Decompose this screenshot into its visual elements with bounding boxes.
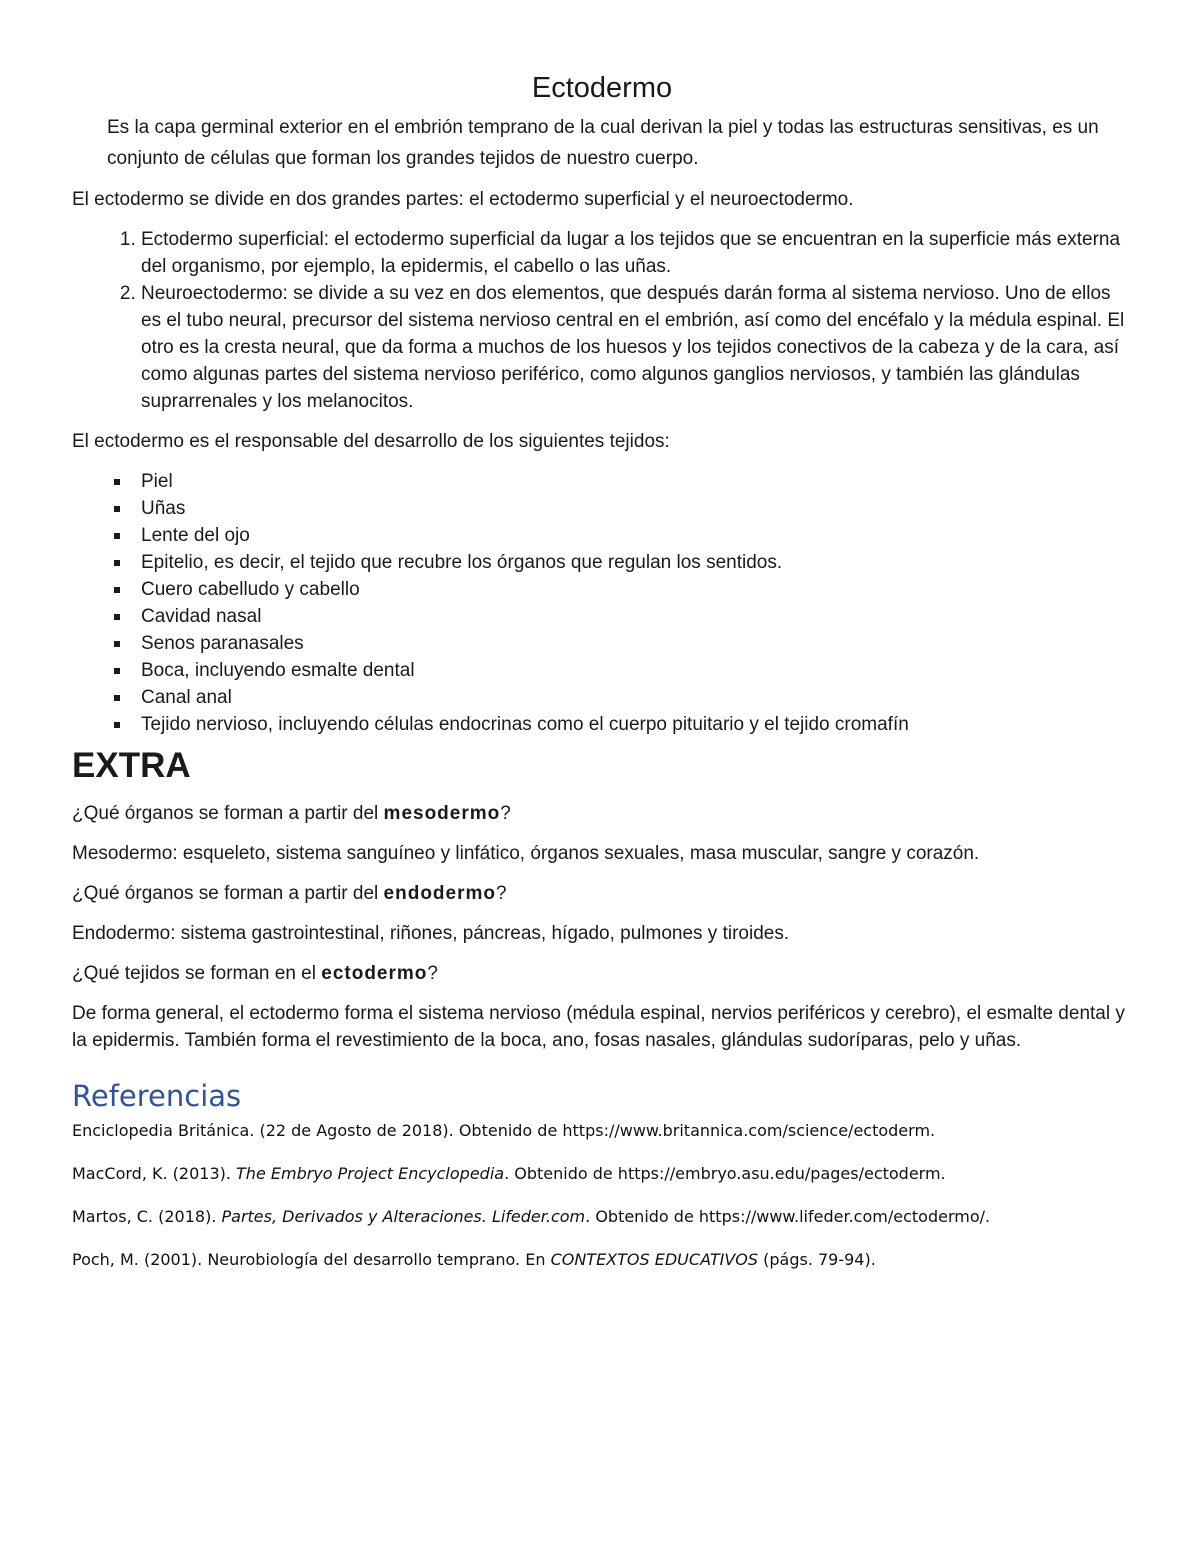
page-title: Ectodermo — [531, 72, 673, 104]
list-item-text: Epitelio, es decir, el tejido que recubre los órganos que regulan los sentidos. — [141, 552, 783, 573]
square-bullet-icon — [114, 479, 120, 485]
reference-text: . Obtenido de https://embryo.asu.edu/pages/ectoderm. — [504, 1164, 946, 1183]
list-item — [141, 630, 1132, 657]
list-item — [141, 549, 1132, 576]
reference-text: MacCord, K. (2013). — [72, 1164, 237, 1183]
list-item-text: Tejido nervioso, incluyendo células endocrinas como el cuerpo pituitario y el tejido cromafín — [141, 714, 909, 735]
question-mark: ? — [427, 963, 438, 984]
reference-text: . Obtenido de https://www.lifeder.com/ectodermo/. — [585, 1207, 991, 1226]
list-item-text: Cuero cabelludo y cabello — [141, 579, 360, 600]
reference-text: (págs. 79-94). — [758, 1250, 876, 1269]
list-item — [141, 657, 1132, 684]
square-bullet-icon — [114, 695, 120, 701]
document-page — [72, 70, 1132, 1292]
square-bullet-icon — [114, 614, 120, 620]
reference-item — [72, 1206, 1132, 1228]
square-bullet-icon — [114, 506, 120, 512]
question-text: ¿Qué órganos se forman a partir del — [72, 883, 384, 904]
answer-ectodermo: De forma general, el ectodermo forma el sistema nervioso (médula espinal, nervios periféricos y cerebro), el esmalte dental y la epidermis. También forma el revestimiento de la boca, ano, fosas nasales, glándulas sudoríparas, pelo y uñas. — [72, 1003, 1125, 1051]
reference-title: CONTEXTOS EDUCATIVOS — [550, 1250, 759, 1269]
list-item — [141, 495, 1132, 522]
square-bullet-icon — [114, 668, 120, 674]
reference-text: Martos, C. (2018). — [72, 1207, 222, 1226]
list-item — [141, 522, 1132, 549]
list-item: 2. Neuroectodermo: se divide a su vez en dos elementos, que después darán forma al sistema nervioso. Uno de ellos es el tubo neural, precursor del sistema nervioso central en el embrión, así como del encéfalo y la médula espinal. El otro es la cresta neural, que da forma a muchos de los huesos y los tejidos conectivos de la cabeza y de la cara, así como algunas partes del sistema nervioso periférico, como algunos ganglios nerviosos, y también las glándulas suprarrenales y los melanocitos. — [141, 280, 1132, 415]
reference-item — [72, 1163, 1132, 1185]
parts-list — [72, 226, 1132, 415]
square-bullet-icon — [114, 587, 120, 593]
list-item-text: Lente del ojo — [141, 525, 250, 546]
list-item-text: Cavidad nasal — [141, 606, 262, 627]
list-item-text: Piel — [141, 471, 173, 492]
list-item: 1. Ectodermo superficial: el ectodermo superficial da lugar a los tejidos que se encuentran en la superficie más externa del organismo, por ejemplo, la epidermis, el cabello o las uñas. — [141, 226, 1132, 280]
division-paragraph: El ectodermo se divide en dos grandes partes: el ectodermo superficial y el neuroectodermo. — [72, 189, 854, 210]
list-item-text: Canal anal — [141, 687, 232, 708]
square-bullet-icon — [114, 722, 120, 728]
square-bullet-icon — [114, 641, 120, 647]
intro-paragraph: Es la capa germinal exterior en el embrión temprano de la cual derivan la piel y todas las estructuras sensitivas, es un conjunto de células que forman los grandes tejidos de nuestro cuerpo. — [107, 117, 1099, 169]
question-ectodermo — [72, 960, 1132, 987]
list-item — [141, 711, 1132, 738]
tissues-list — [72, 468, 1132, 738]
question-text: ¿Qué tejidos se forman en el — [72, 963, 322, 984]
list-item-text: Uñas — [141, 498, 186, 519]
list-item-text: Senos paranasales — [141, 633, 304, 654]
reference-item — [72, 1249, 1132, 1271]
question-text: ¿Qué órganos se forman a partir del — [72, 803, 384, 824]
reference-title: Partes, Derivados y Alteraciones. Lifeder.com — [221, 1207, 586, 1226]
list-item-text: Boca, incluyendo esmalte dental — [141, 660, 415, 681]
question-mesodermo — [72, 800, 1132, 827]
reference-title: The Embryo Project Encyclopedia — [236, 1164, 505, 1183]
question-keyword: endodermo — [383, 883, 496, 904]
square-bullet-icon — [114, 533, 120, 539]
extra-heading: EXTRA — [72, 746, 191, 785]
reference-item: Enciclopedia Británica. (22 de Agosto de 2018). Obtenido de https://www.britannica.com/science/ectoderm. — [72, 1121, 936, 1140]
question-keyword: mesodermo — [383, 803, 501, 824]
square-bullet-icon — [114, 560, 120, 566]
list-item — [141, 576, 1132, 603]
question-keyword: ectodermo — [321, 963, 428, 984]
list-item — [141, 468, 1132, 495]
reference-text: Poch, M. (2001). Neurobiología del desarrollo temprano. En — [72, 1250, 551, 1269]
question-mark: ? — [496, 883, 507, 904]
answer-mesodermo: Mesodermo: esqueleto, sistema sanguíneo y linfático, órganos sexuales, masa muscular, sangre y corazón. — [72, 843, 980, 864]
question-mark: ? — [500, 803, 511, 824]
question-endodermo — [72, 880, 1132, 907]
responsible-paragraph: El ectodermo es el responsable del desarrollo de los siguientes tejidos: — [72, 431, 670, 452]
answer-endodermo: Endodermo: sistema gastrointestinal, riñones, páncreas, hígado, pulmones y tiroides. — [72, 923, 790, 944]
list-item — [141, 603, 1132, 630]
list-item — [141, 684, 1132, 711]
references-heading: Referencias — [72, 1079, 242, 1113]
